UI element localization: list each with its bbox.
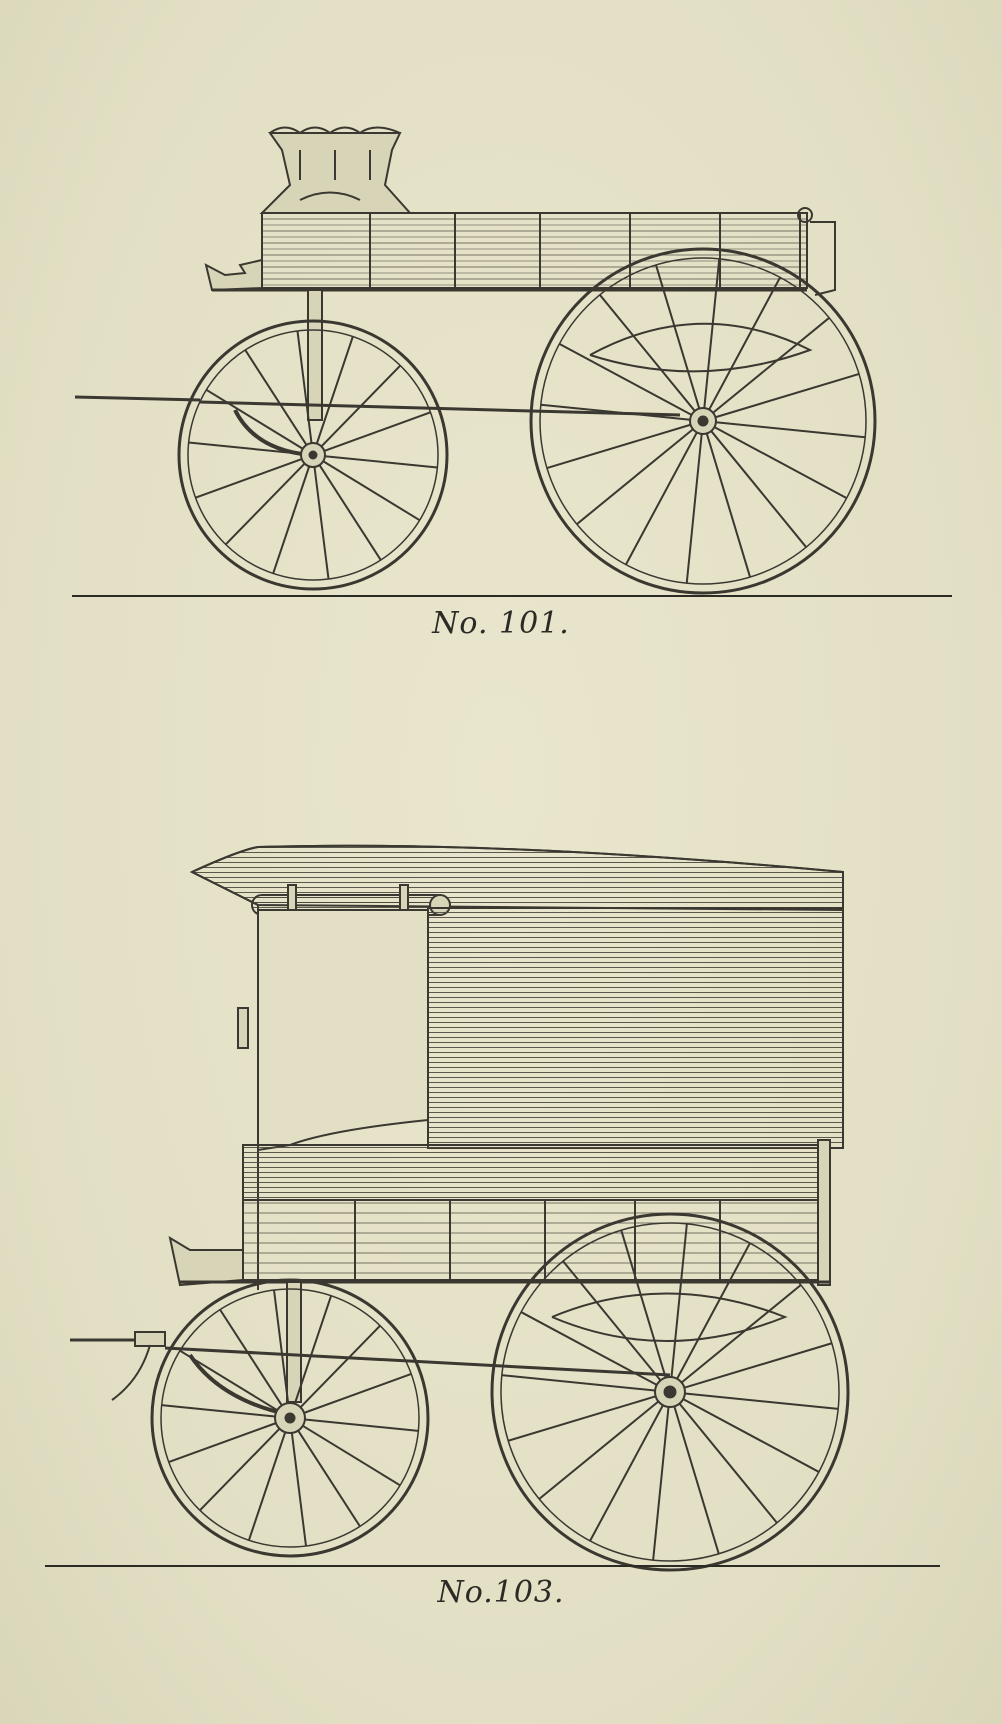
- wheel-spoke: [508, 1396, 655, 1440]
- wheel-spoke: [715, 374, 859, 417]
- wheel-spoke: [521, 1312, 657, 1385]
- wheel-spoke: [324, 412, 430, 451]
- wheel-spoke: [298, 1431, 360, 1527]
- wheel-spoke: [687, 434, 702, 583]
- wheel-spoke: [305, 1419, 418, 1430]
- wheel-spoke: [249, 1432, 285, 1540]
- wheel-spoke: [200, 1429, 280, 1511]
- wagon-side-panel: [238, 908, 843, 1150]
- wheel-spoke: [547, 425, 691, 468]
- wheel-spoke: [713, 318, 829, 413]
- plate-caption: No.103.: [437, 1575, 565, 1610]
- wheel-spoke: [685, 1393, 838, 1408]
- wheel-spoke: [323, 461, 419, 520]
- wheel-spoke: [320, 465, 381, 560]
- wheel-spoke: [206, 390, 302, 449]
- wheel-spoke: [709, 277, 780, 409]
- wheel-spoke: [273, 466, 309, 573]
- wheel-spoke: [682, 1285, 801, 1382]
- wheel-spoke: [196, 459, 302, 498]
- wheel-spoke: [590, 1405, 663, 1541]
- wheel-spoke: [707, 433, 750, 577]
- wheel-spoke: [300, 1326, 380, 1408]
- wheel-spoke: [711, 431, 806, 547]
- wheel-spoke: [559, 344, 691, 415]
- wheel-spoke: [577, 429, 693, 524]
- wheel-spoke: [304, 1374, 411, 1413]
- wheel-spoke: [292, 1433, 306, 1546]
- wagon-seat: [262, 128, 410, 214]
- plate-no-101: [0, 0, 1002, 660]
- rear-wheel: [531, 249, 875, 593]
- wagon-body: [170, 1140, 830, 1285]
- wheel-spoke: [714, 427, 846, 498]
- wheel-spoke: [303, 1426, 400, 1485]
- wheel-spoke: [674, 1406, 718, 1553]
- wheel-spoke: [626, 432, 697, 564]
- wheel-spoke: [226, 464, 305, 545]
- open-wagon-illustration: [0, 0, 1002, 660]
- wheel-spoke: [683, 1399, 819, 1472]
- wheel-spoke: [502, 1375, 655, 1390]
- wheel-spoke: [679, 1404, 776, 1523]
- wheel-spoke: [600, 295, 695, 411]
- wheel-spoke: [245, 350, 306, 445]
- wagon-body: [206, 208, 835, 295]
- wheel-spoke: [539, 1401, 658, 1498]
- wheel-spoke: [314, 467, 328, 579]
- plate-caption: No. 101.: [432, 606, 570, 641]
- covered-wagon-illustration: [0, 820, 1002, 1600]
- wheel-spoke: [653, 1407, 668, 1560]
- wheel-spoke: [180, 1351, 277, 1410]
- wheel-spoke: [325, 456, 437, 467]
- wheel-spoke: [716, 422, 865, 437]
- plate-no-103: [0, 820, 1002, 1640]
- wheel-spoke: [684, 1343, 831, 1387]
- wheel-spoke: [169, 1423, 276, 1462]
